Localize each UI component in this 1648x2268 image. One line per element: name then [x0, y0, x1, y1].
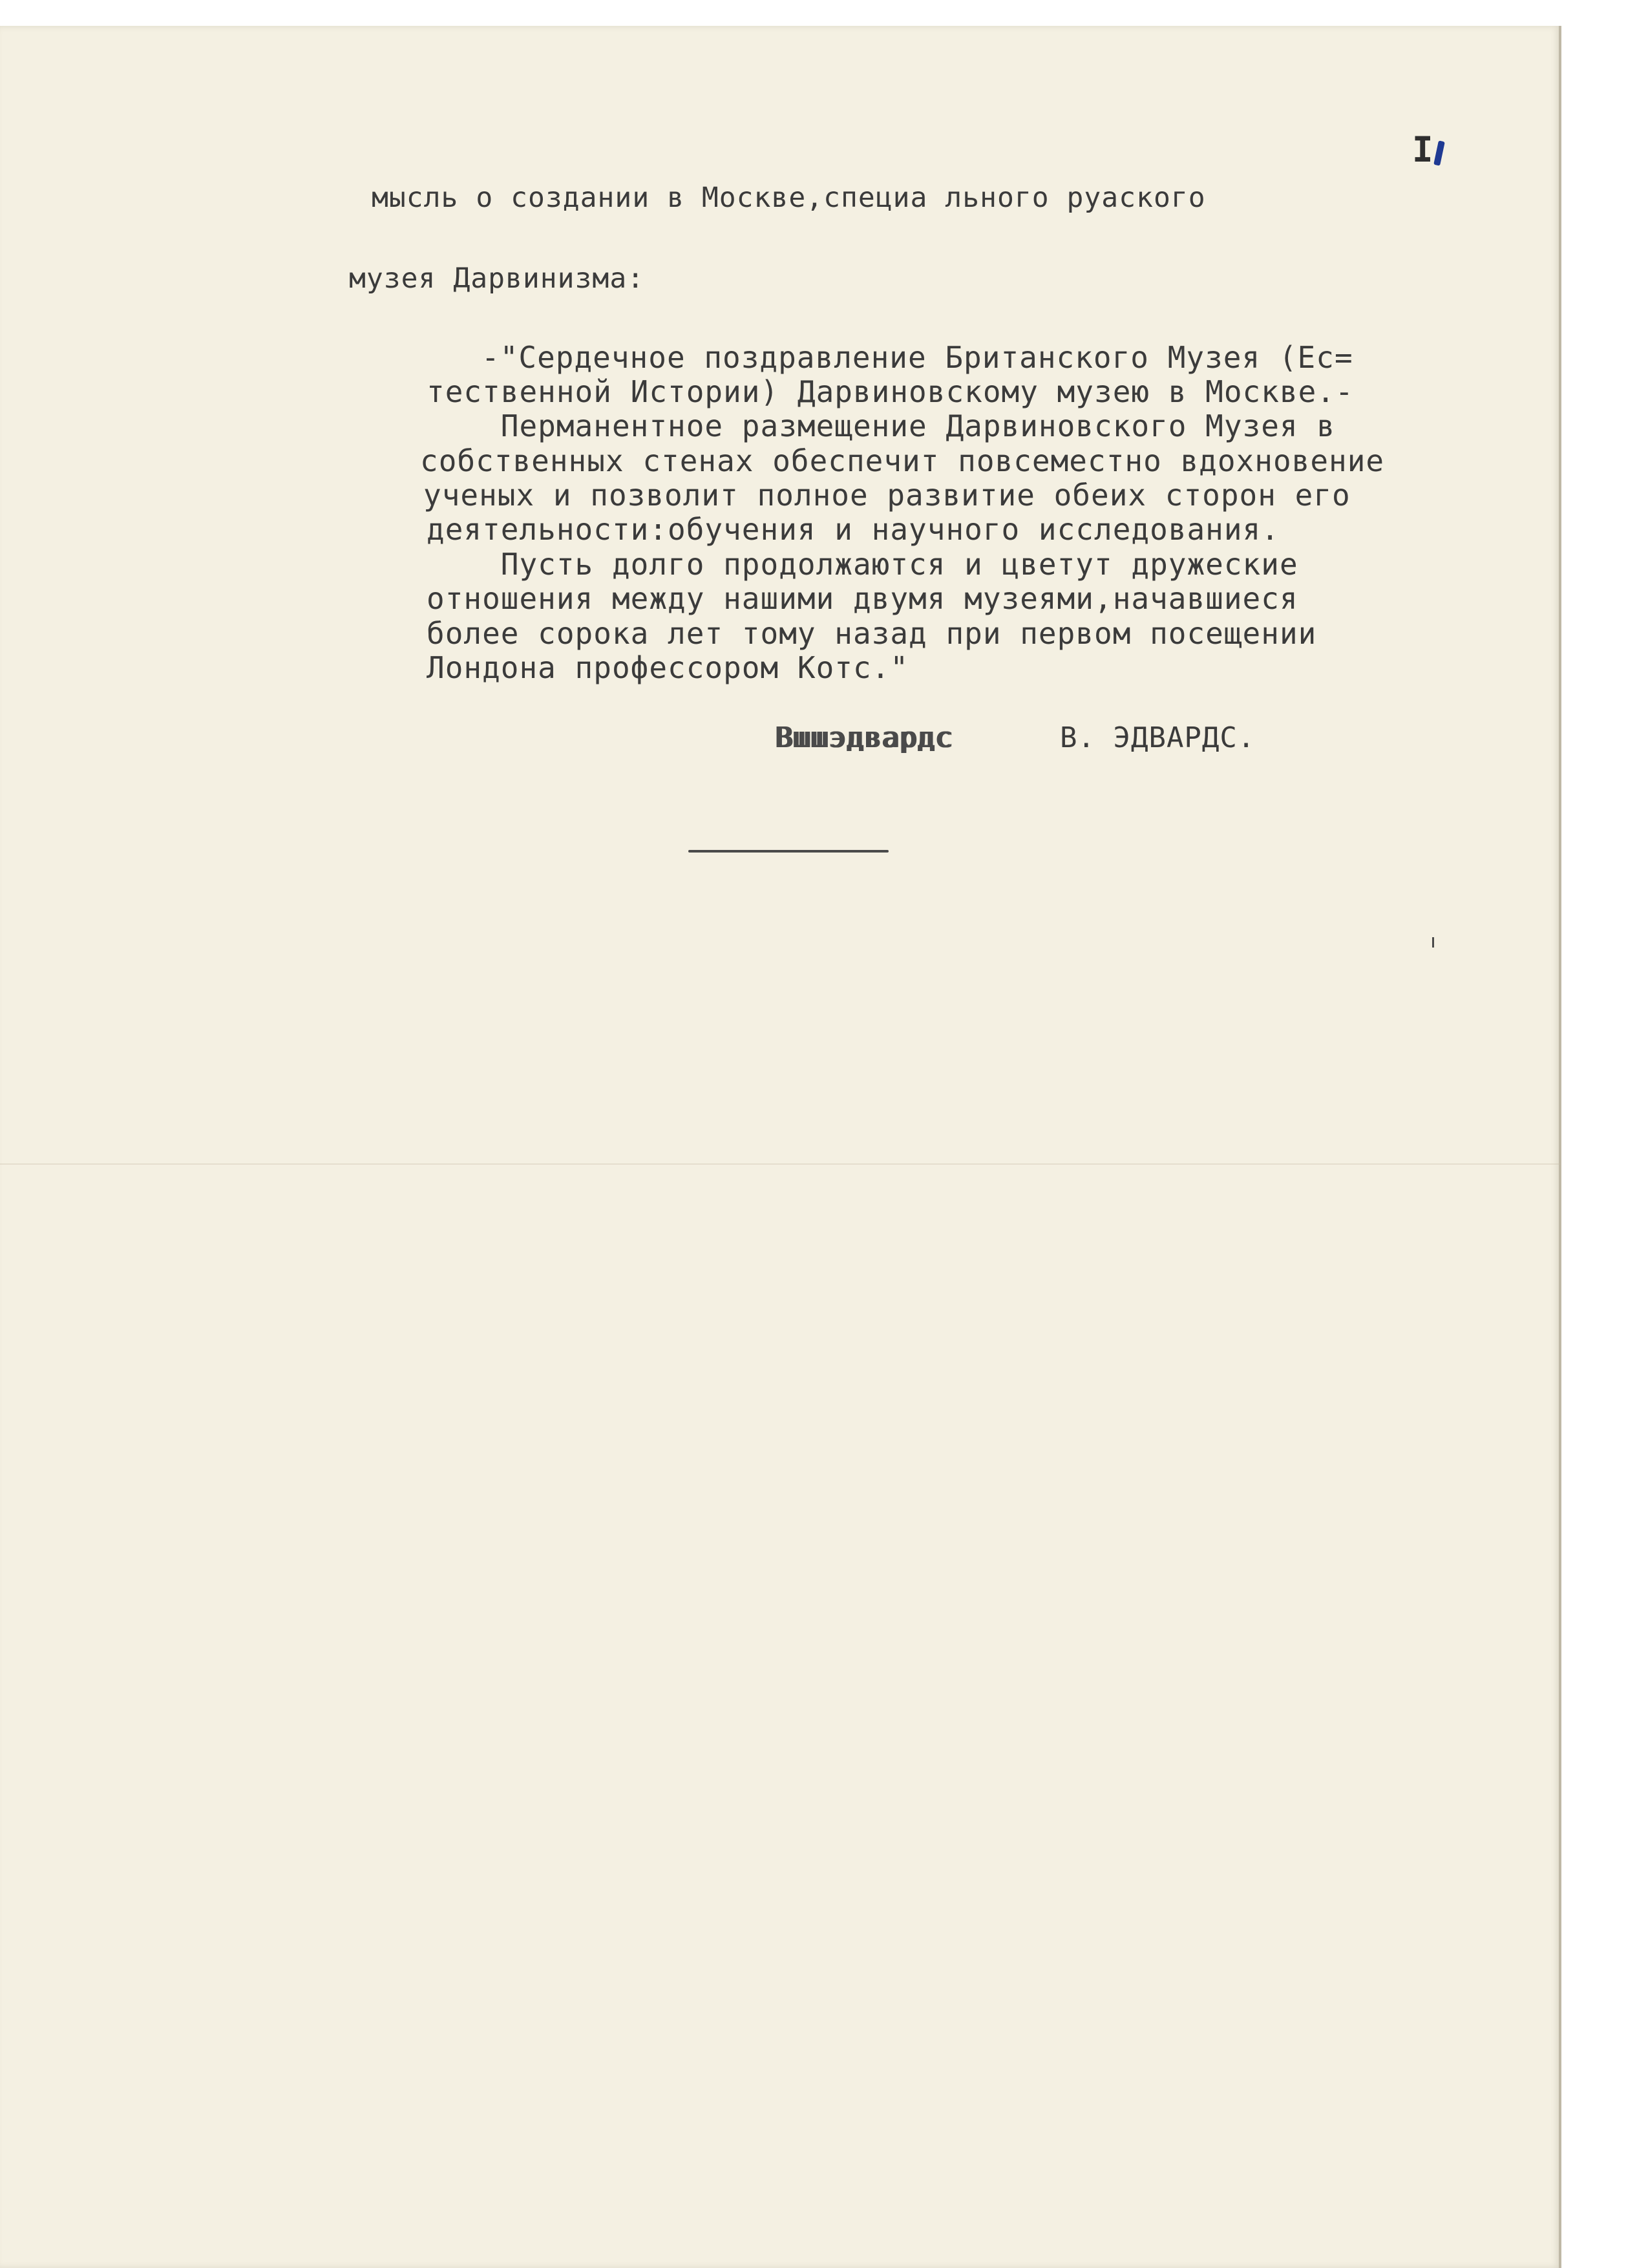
- paper-speck: [1432, 937, 1434, 948]
- paper-fold: [0, 1163, 1561, 1165]
- quote-line: тественной Истории) Дарвиновскому музею в Москве.-: [427, 374, 1354, 409]
- intro-line: мысль о создании в Москве,специа льного руаского: [372, 182, 1206, 214]
- quote-line: деятельности:обучения и научного исследования.: [427, 512, 1280, 547]
- intro-line: музея Дарвинизма:: [349, 262, 645, 295]
- paper-edge: [1559, 26, 1561, 2268]
- quote-line: -"Сердечное поздравление Британского Музея (Ес=: [481, 340, 1353, 375]
- page-number: I: [1412, 129, 1434, 170]
- quote-line: более сорока лет тому назад при первом посещении: [427, 616, 1317, 651]
- struck-signature-text: Вшшэдвардс: [776, 721, 953, 754]
- quote-line: отношения между нашими двумя музеями,начавшиеся: [427, 581, 1298, 616]
- quote-line: Перманентное размещение Дарвиновского Музея в: [427, 408, 1336, 443]
- quote-line: ученых и позволит полное развитие обеих сторон его: [423, 478, 1351, 513]
- quote-line: Пусть долго продолжаются и цветут дружеские: [427, 547, 1298, 582]
- quote-line: собственных стенах обеспечит повсеместно вдохновение: [420, 443, 1385, 478]
- closing-rule: [688, 850, 889, 853]
- quote-line: Лондона профессором Котс.": [427, 650, 909, 685]
- signature-name: В. ЭДВАРДС.: [1060, 721, 1256, 754]
